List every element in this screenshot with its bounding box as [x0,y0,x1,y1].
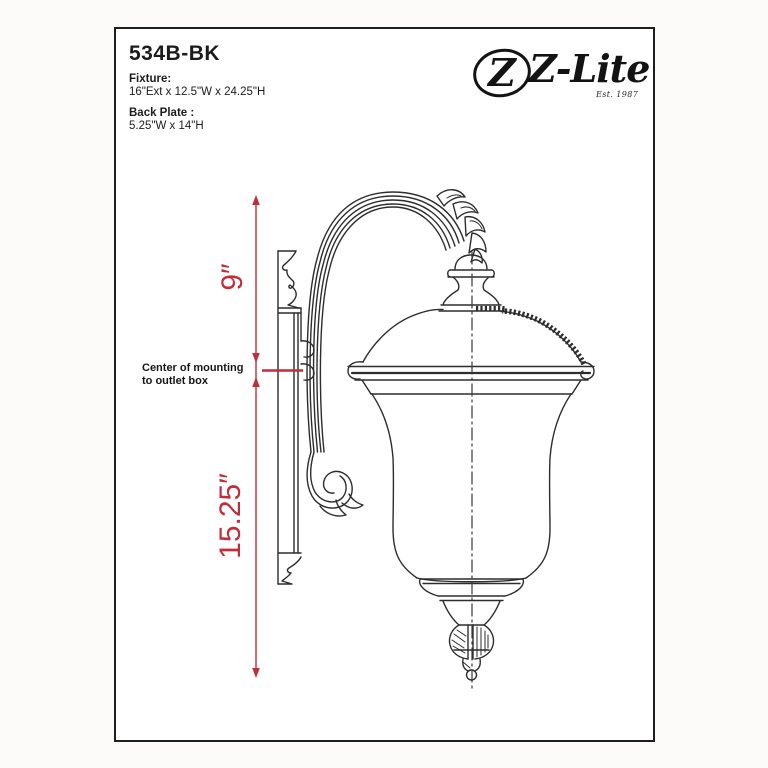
arrow-up-icon [252,195,260,205]
brand-wordmark: Z-Lite [529,46,650,91]
wall-plate [278,251,301,584]
lantern [348,255,594,680]
arrow-up-icon [252,377,260,387]
rope-band-lid [502,311,584,364]
leaf-ornament [437,190,486,263]
lower-dimension-label: 15.25″ [214,473,247,559]
arrow-down-icon [252,353,260,363]
backplate-spec-value: 5.25"W x 14"H [129,120,204,132]
fixture-spec-value: 16"Ext x 12.5"W x 24.25"H [129,86,266,98]
upper-dimension-label: 9″ [216,263,249,291]
model-number: 534B-BK [129,42,221,65]
brand-monogram-letter: Z [488,50,516,95]
backplate-spec-label: Back Plate : [129,107,195,119]
fixture-spec-label: Fixture: [129,73,172,85]
mounting-note-line1: Center of mounting [142,362,244,374]
brand-established-text: Est. 1987 [596,90,639,99]
arrow-down-icon [252,668,260,678]
lantern-lid [348,309,594,394]
mounting-note-line2: to outlet box [142,375,208,387]
